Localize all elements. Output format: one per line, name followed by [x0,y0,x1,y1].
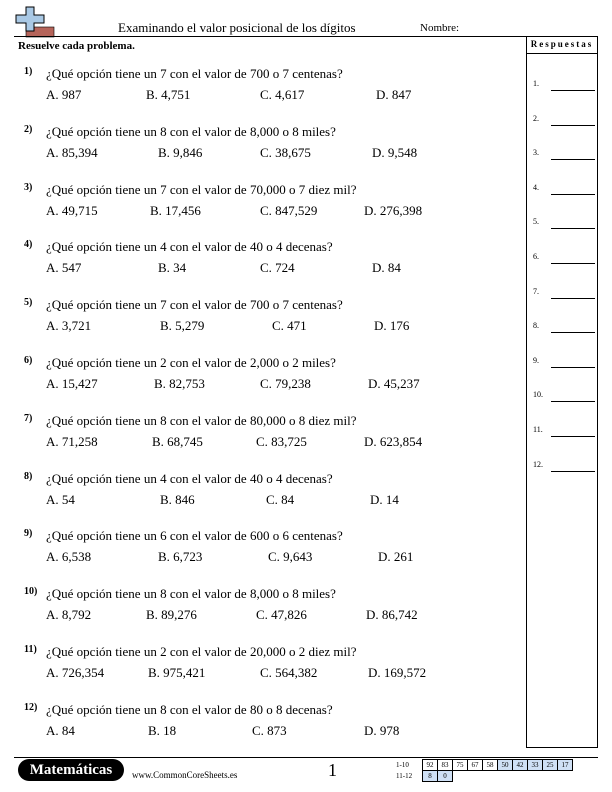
score-cell: 17 [558,760,573,771]
problem-3 [24,182,524,232]
question-text: ¿Qué opción tiene un 7 con el valor de 700 o 7 centenas? [46,297,343,313]
answer-option: B. 82,753 [154,376,205,391]
answer-blank[interactable] [551,436,595,437]
score-row-label: 1-10 [396,761,409,769]
answer-option: A. 8,792 [46,607,92,623]
score-cell: 0 [438,771,453,782]
answer-option: A. 85,394 [46,144,98,160]
score-table [396,759,573,782]
answer-blank[interactable] [551,90,595,91]
answer-option: B. 68,745 [152,433,203,449]
problem-9 [24,528,524,578]
answer-option: C. 47,826 [256,607,307,623]
problem-number: 1) [24,66,33,77]
answer-option: C. 9,643 [268,549,313,565]
problem-number: 4) [24,239,33,251]
answer-option: B. 34 [158,260,187,276]
answer-number: 2. [533,113,539,123]
score-cell: 67 [468,760,483,771]
answer-option: D. 45,237 [368,376,420,391]
answer-blank[interactable] [551,263,595,264]
plus-logo-icon [14,6,56,38]
score-cell: 75 [453,760,468,771]
answer-option: A. 49,715 [46,202,98,218]
instructions: Resuelve cada problema. [18,40,135,52]
question-text: ¿Qué opción tiene un 7 con el valor de 700 o 7 centenas? [46,66,343,81]
answer-option: C. 84 [266,491,295,507]
problem-7 [24,413,524,463]
answer-number: 3. [533,148,539,158]
problem-number: 10) [24,586,38,598]
answer-option: D. 9,548 [372,144,418,160]
answer-number: 4. [533,182,539,192]
problem-number: 11) [24,644,37,655]
problem-number: 12) [24,701,38,713]
answer-option: D. 14 [370,491,399,507]
question-text: ¿Qué opción tiene un 8 con el valor de 80,000 o 8 diez mil? [46,412,357,428]
problem-10 [24,586,524,636]
answer-number: 8. [533,321,539,331]
score-cell: 83 [438,760,453,771]
score-row-1 [396,760,573,771]
answer-option: D. 176 [374,318,410,334]
answer-number: 6. [533,252,539,261]
problem-number: 6) [24,355,33,366]
answer-option: A. 987 [46,87,82,102]
answer-option: C. 38,675 [260,144,311,160]
answer-option: B. 89,276 [146,607,197,623]
answers-heading-divider [527,53,597,54]
answer-option: C. 873 [252,722,287,738]
question-text: ¿Qué opción tiene un 6 con el valor de 600 o 6 centenas? [46,528,343,544]
answer-blank[interactable] [551,159,595,160]
answer-option: C. 4,617 [260,87,305,102]
answer-option: C. 724 [260,260,295,276]
answer-option: B. 18 [148,722,177,738]
score-cell: 42 [513,760,528,771]
answer-option: B. 5,279 [160,318,205,334]
site-url: www.CommonCoreSheets.es [132,770,238,780]
page-number: 1 [328,760,337,780]
question-text: ¿Qué opción tiene un 4 con el valor de 40 o 4 decenas? [46,239,333,255]
answer-option: D. 86,742 [366,607,418,623]
answer-number: 9. [533,355,539,365]
score-row-2 [396,771,573,782]
answer-option: A. 547 [46,260,82,276]
answer-option: C. 847,529 [260,202,318,218]
problem-4 [24,239,524,289]
question-text: ¿Qué opción tiene un 8 con el valor de 8,000 o 8 miles? [46,586,336,602]
problem-number: 9) [24,528,33,540]
answer-option: C. 79,238 [260,376,311,391]
answer-option: A. 3,721 [46,318,92,334]
score-cell: 58 [483,760,498,771]
answer-option: A. 15,427 [46,376,98,391]
problem-number: 3) [24,181,33,193]
question-text: ¿Qué opción tiene un 8 con el valor de 8,000 o 8 miles? [46,123,336,139]
answer-blank[interactable] [551,125,595,126]
problem-2 [24,124,524,174]
question-text: ¿Qué opción tiene un 8 con el valor de 80 o 8 decenas? [46,701,333,717]
name-label: Nombre: [420,22,460,34]
answer-option: D. 623,854 [364,433,423,449]
answer-number: 5. [533,217,539,227]
score-cell: 8 [423,771,438,782]
answer-option: C. 564,382 [260,665,318,680]
answer-option: B. 17,456 [150,202,201,218]
problem-number: 7) [24,412,33,424]
answer-blank[interactable] [551,228,595,229]
problem-8 [24,471,524,521]
answer-option: D. 847 [376,87,412,102]
answer-option: D. 169,572 [368,665,427,680]
answer-option: B. 6,723 [158,549,203,565]
question-text: ¿Qué opción tiene un 4 con el valor de 40 o 4 decenas? [46,470,333,486]
answer-option: A. 726,354 [46,665,105,680]
answer-number: 12. [533,459,543,469]
answer-option: A. 71,258 [46,433,98,449]
score-row-label: 11-12 [396,772,413,780]
answer-option: D. 978 [364,722,400,738]
problem-1 [24,66,524,116]
answer-option: B. 846 [160,491,195,507]
header-divider [14,36,526,37]
problem-11 [24,644,524,694]
answer-sidebar [526,36,598,748]
worksheet-title: Examinando el valor posicional de los dígitos [118,20,356,35]
problem-number: 8) [24,470,33,482]
answer-blank[interactable] [551,194,595,195]
answer-number: 11. [533,425,543,434]
score-cell: 25 [543,760,558,771]
answers-heading: Respuestas [530,39,594,49]
problem-number: 2) [24,123,33,135]
answer-number: 1. [533,79,539,88]
answer-option: D. 276,398 [364,202,423,218]
answer-number: 10. [533,390,543,400]
answer-option: C. 83,725 [256,433,307,449]
answer-option: C. 471 [272,318,307,334]
answer-option: B. 9,846 [158,144,203,160]
answer-number: 7. [533,286,539,296]
brand-badge: Matemáticas [18,759,124,781]
footer-divider [14,757,598,758]
answer-option: A. 84 [46,722,75,738]
answer-option: A. 6,538 [46,549,92,565]
answer-option: A. 54 [46,491,75,507]
answer-blank[interactable] [551,471,595,472]
answer-option: D. 261 [378,549,414,565]
answer-blank[interactable] [551,401,595,402]
problem-5 [24,297,524,347]
problem-12 [24,702,524,752]
problem-number: 5) [24,297,33,309]
answer-option: B. 4,751 [146,87,191,102]
score-cell: 92 [423,760,438,771]
answer-blank[interactable] [551,367,595,368]
question-text: ¿Qué opción tiene un 2 con el valor de 20,000 o 2 diez mil? [46,644,357,659]
answer-blank[interactable] [551,298,595,299]
answer-option: D. 84 [372,260,401,276]
question-text: ¿Qué opción tiene un 2 con el valor de 2,000 o 2 miles? [46,355,336,370]
score-cell: 33 [528,760,543,771]
question-text: ¿Qué opción tiene un 7 con el valor de 70,000 o 7 diez mil? [46,181,357,197]
answer-option: B. 975,421 [148,665,206,680]
answer-blank[interactable] [551,332,595,333]
score-cell: 50 [498,760,513,771]
problem-6 [24,355,524,405]
